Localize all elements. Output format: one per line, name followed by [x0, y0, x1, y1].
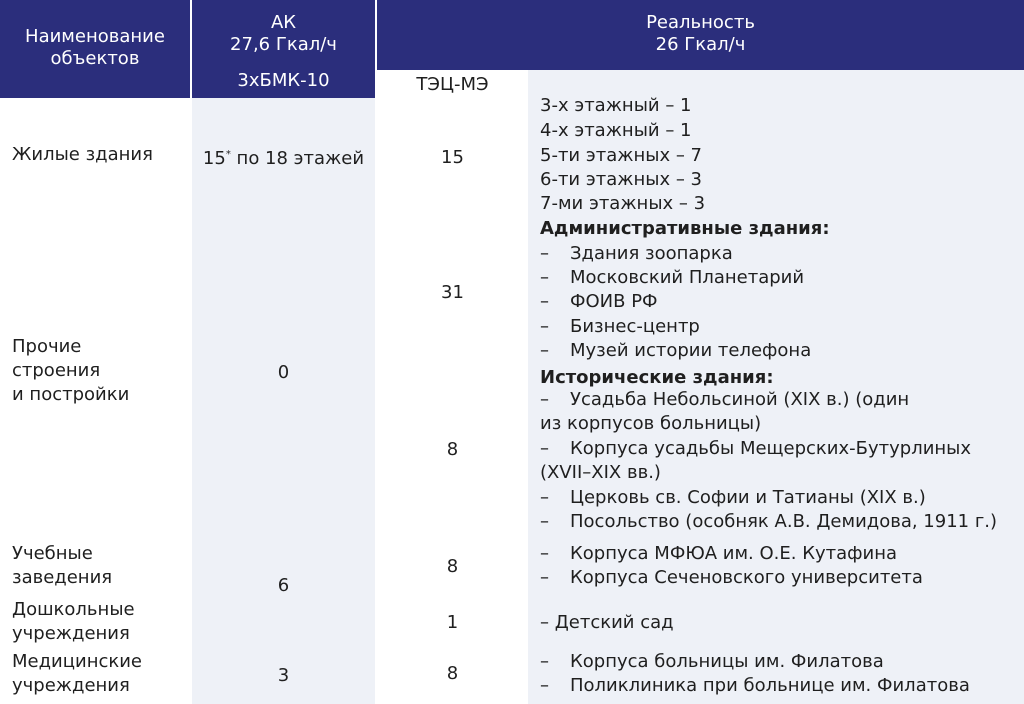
admin-item-4 [540, 315, 700, 339]
dash-mark: – [540, 389, 549, 410]
medical-item-2 [540, 674, 970, 698]
dash-mark: – [540, 567, 549, 588]
dash-mark: – [540, 487, 549, 508]
hist-item-1b: из корпусов больницы) [540, 413, 762, 434]
admin-heading: Административные здания: [540, 218, 830, 239]
dash-mark: – [540, 651, 549, 672]
dash-mark: – [540, 340, 549, 361]
header-ak-title: АК [270, 12, 297, 33]
row-residential-detail-5: 7-ми этажных – 3 [540, 193, 706, 214]
admin-item-text: Здания зоопарка [570, 243, 733, 264]
dash-mark: – [540, 267, 549, 288]
medical-item-text: Поликлиника при больнице им. Филатова [570, 675, 970, 696]
row-residential-ak-footnote: * [225, 149, 231, 160]
row-residential-ak-count: 15 [202, 148, 226, 169]
hist-item-2b: (XVII–XIX вв.) [540, 462, 661, 483]
row-other-name-line1: Прочие [12, 336, 82, 357]
medical-item-1 [540, 650, 884, 674]
admin-item-text: Московский Планетарий [570, 267, 805, 288]
row-medical-real: 8 [446, 663, 459, 684]
row-residential-detail-2: 4-х этажный – 1 [540, 120, 692, 141]
row-residential-real: 15 [441, 147, 464, 168]
dash-mark: – [540, 316, 549, 337]
dash-mark: – [540, 675, 549, 696]
admin-item-text: Музей истории телефона [570, 340, 812, 361]
row-residential-detail-3: 5-ти этажных – 7 [540, 145, 702, 166]
preschool-item: – Детский сад [540, 612, 674, 633]
ak-column-bg [192, 98, 375, 704]
row-education-real: 8 [446, 556, 459, 577]
header-ak-sub: 3хБМК-10 [237, 70, 330, 91]
row-other-name-line2: строения [12, 360, 101, 381]
dash-mark: – [540, 291, 549, 312]
row-residential-ak [192, 143, 375, 171]
header-reality-title: Реальность [646, 12, 755, 33]
admin-item-1 [540, 242, 733, 266]
hist-item-2a [540, 437, 971, 461]
education-item-text: Корпуса МФЮА им. О.Е. Кутафина [570, 543, 898, 564]
header-objects-text: Наименование объектов [25, 26, 165, 69]
row-residential-ak-rest: по 18 этажей [230, 148, 365, 169]
hist-item-text: Корпуса усадьбы Мещерских-Бутурлиных [570, 438, 972, 459]
hist-item-text: Церковь св. Софии и Татианы (XIX в.) [570, 487, 926, 508]
row-preschool-name-line2: учреждения [12, 623, 130, 644]
dash-mark: – [540, 511, 549, 532]
row-preschool-name-line1: Дошкольные [12, 599, 135, 620]
row-medical-name-line2: учреждения [12, 675, 130, 696]
row-preschool-real: 1 [446, 612, 459, 633]
header-reality-power: 26 Гкал/ч [655, 34, 746, 55]
row-other-real-admin: 31 [441, 282, 464, 303]
dash-mark: – [540, 438, 549, 459]
medical-item-text: Корпуса больницы им. Филатова [570, 651, 884, 672]
hist-item-4 [540, 510, 997, 534]
dash-mark: – [540, 243, 549, 264]
hist-heading: Исторические здания: [540, 367, 774, 388]
row-medical-name-line1: Медицинские [12, 651, 143, 672]
hist-item-1a [540, 388, 909, 412]
header-ak-power: 27,6 Гкал/ч [230, 34, 337, 55]
hist-item-text: Усадьба Небольсиной (XIX в.) (один [570, 389, 910, 410]
row-education-ak: 6 [277, 575, 290, 596]
row-other-ak: 0 [277, 362, 290, 383]
row-education-name-line1: Учебные [12, 543, 93, 564]
education-item-text: Корпуса Сеченовского университета [570, 567, 923, 588]
row-residential-detail-4: 6-ти этажных – 3 [540, 169, 702, 190]
education-item-2 [540, 566, 923, 590]
row-education-name-line2: заведения [12, 567, 113, 588]
dash-mark: – [540, 543, 549, 564]
admin-item-text: Бизнес-центр [570, 316, 700, 337]
header-tec-label: ТЭЦ-МЭ [416, 74, 489, 95]
row-residential-detail-1: 3-х этажный – 1 [540, 95, 692, 116]
row-other-name-line3: и постройки [12, 384, 130, 405]
hist-item-3 [540, 486, 926, 510]
education-item-1 [540, 542, 897, 566]
row-residential-name: Жилые здания [12, 144, 153, 165]
header-objects-label [0, 26, 190, 70]
row-medical-ak: 3 [277, 665, 290, 686]
admin-item-5 [540, 339, 811, 363]
admin-item-3 [540, 290, 658, 314]
hist-item-text: Посольство (особняк А.В. Демидова, 1911 г.) [570, 511, 998, 532]
row-other-real-hist: 8 [446, 439, 459, 460]
admin-item-2 [540, 266, 804, 290]
admin-item-text: ФОИВ РФ [570, 291, 658, 312]
